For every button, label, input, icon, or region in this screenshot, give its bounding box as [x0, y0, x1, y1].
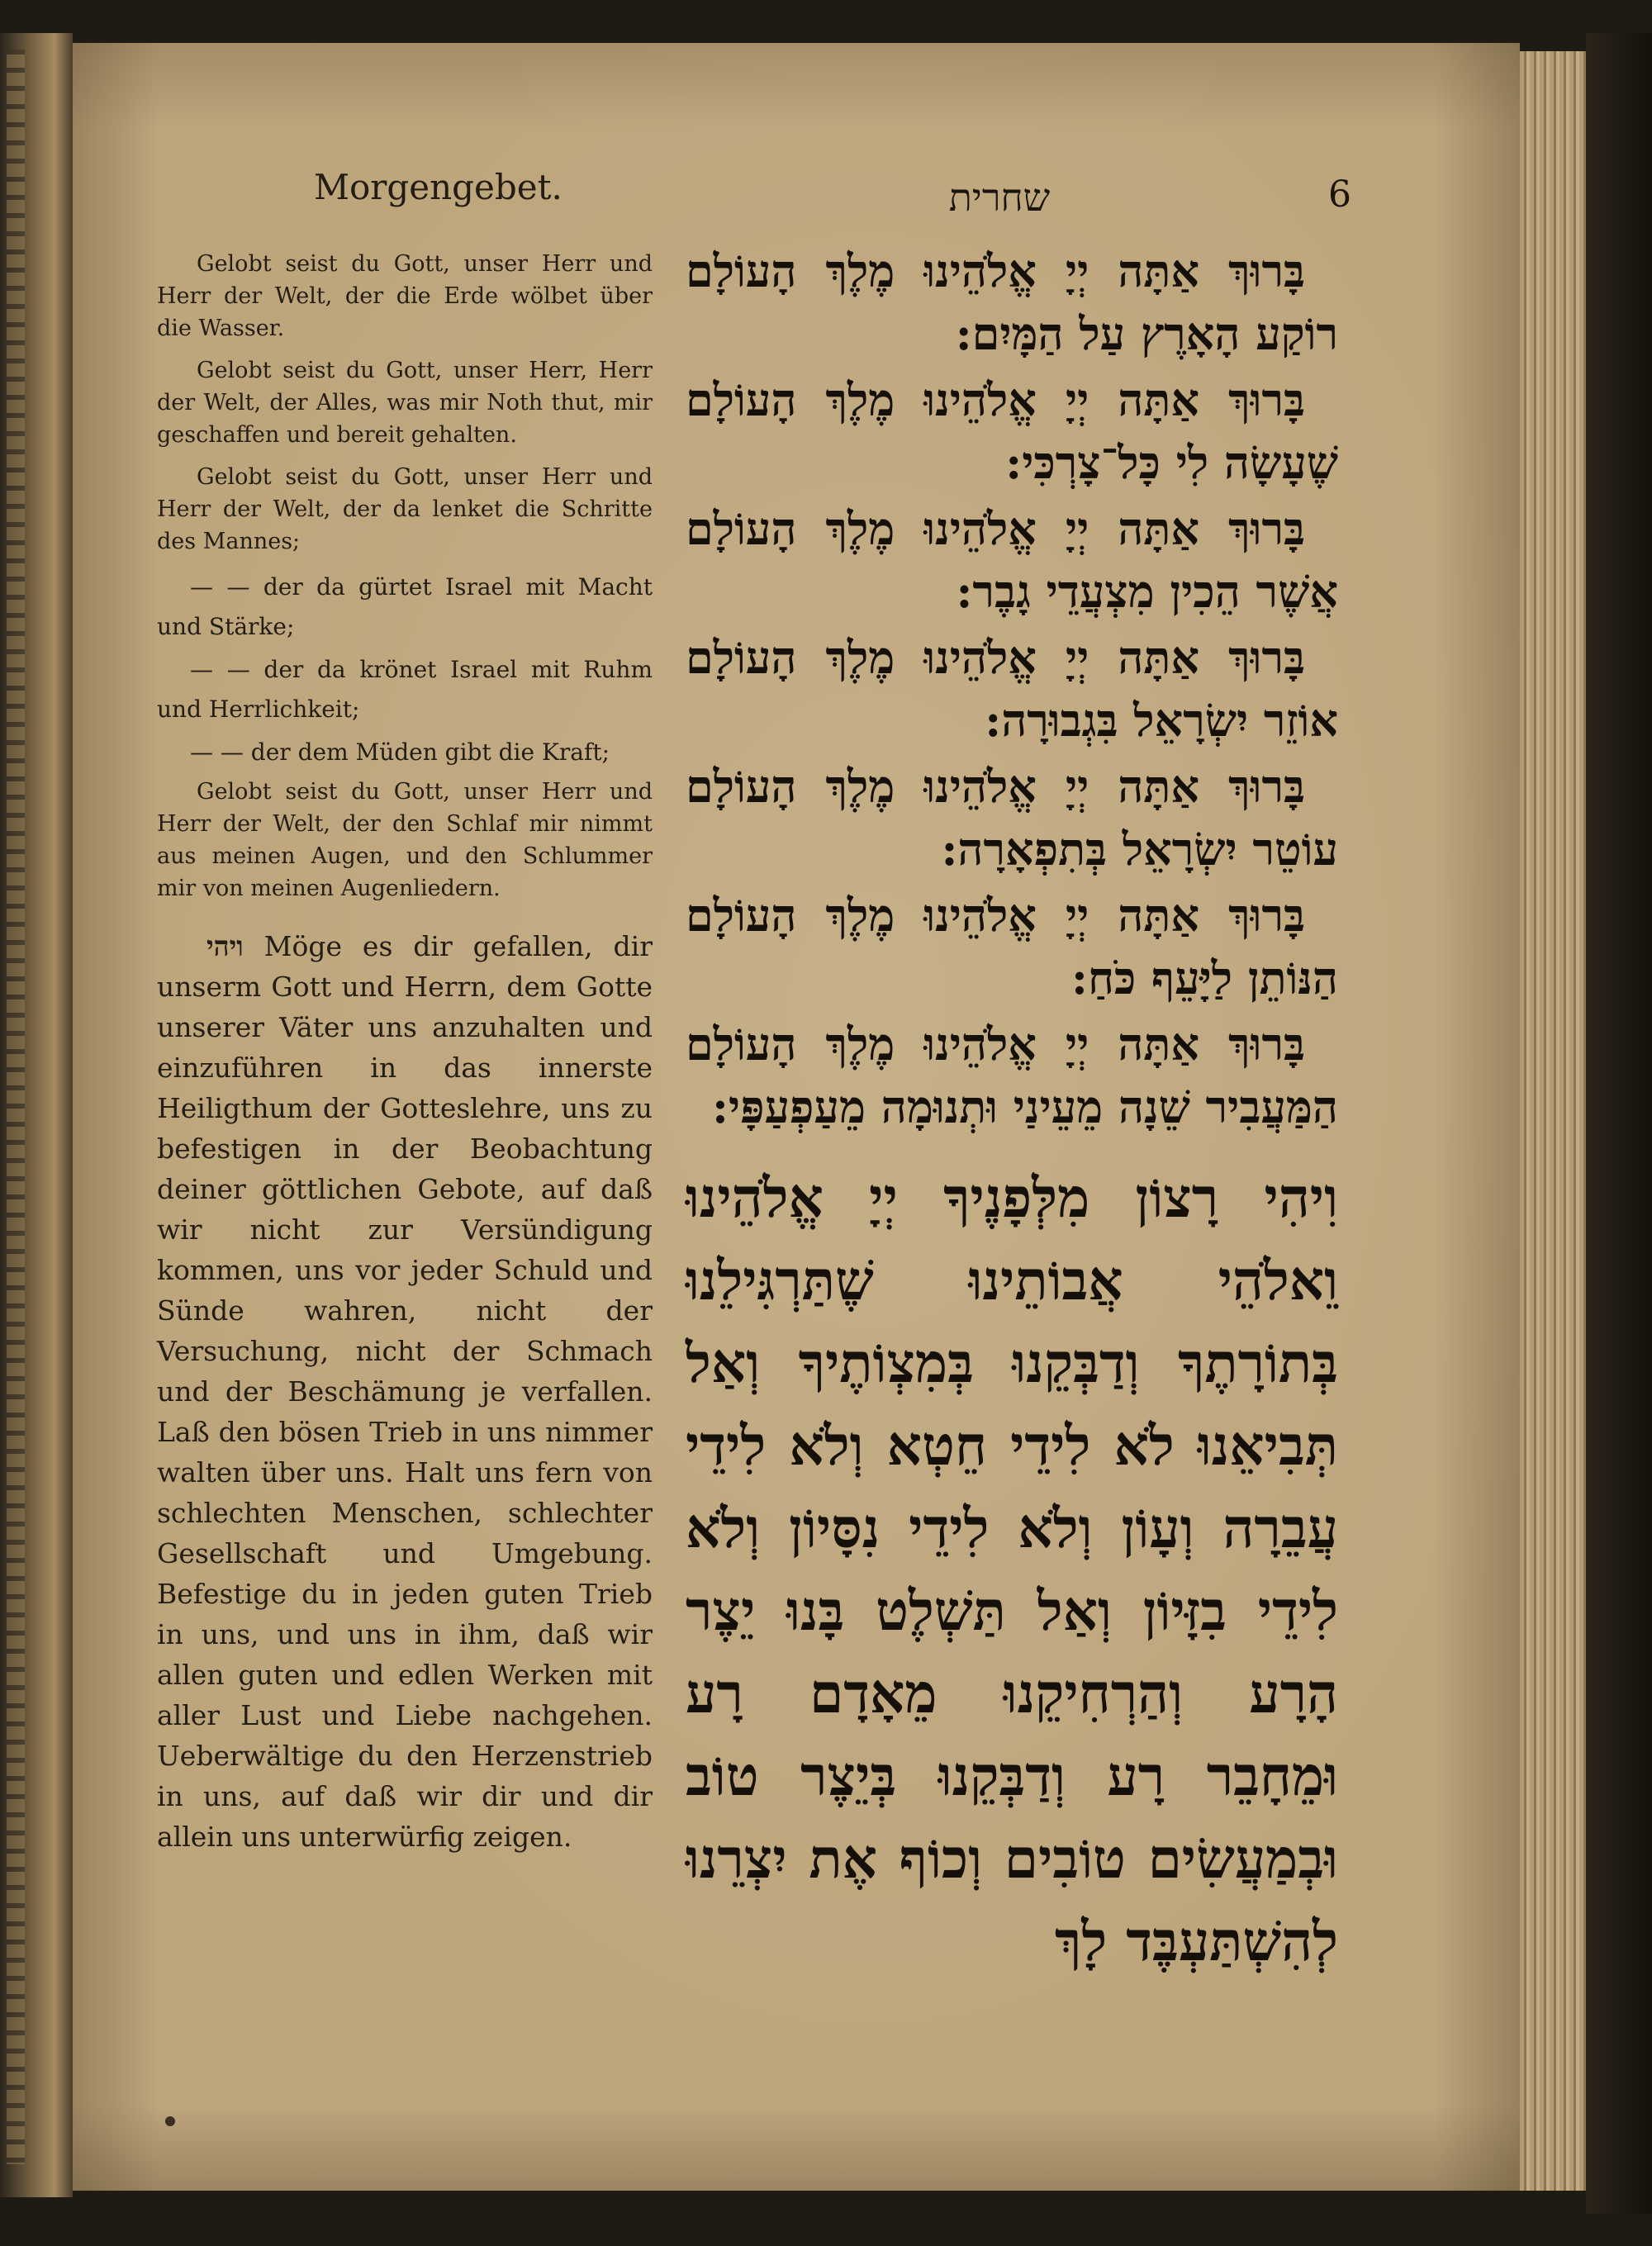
german-main-paragraph — [157, 926, 653, 1857]
hebrew-blessing: בָּרוּךְ אַתָּה יְיָ אֱלֹהֵינוּ מֶלֶךְ הָעוֹלָם הַמַּעֲבִיר שֵׁנָה מֵעֵינַי וּתְנוּמָה מֵעַפְעַפָּי: — [686, 1018, 1338, 1133]
hebrew-blessing: בָּרוּךְ אַתָּה יְיָ אֱלֹהֵינוּ מֶלֶךְ הָעוֹלָם הַנּוֹתֵן לַיָּעֵף כֹּחַ: — [686, 889, 1338, 1004]
ink-dot — [165, 2116, 175, 2126]
german-paragraph: Gelobt seist du Gott, unser Herr, Herr der Welt, der Alles, was mir Noth thut, mir geschaffen und bereit gehalten. — [157, 358, 653, 448]
page-stack-edge — [1520, 51, 1586, 2191]
hebrew-text-column — [686, 240, 1338, 1982]
running-head-german: Morgengebet. — [314, 167, 563, 207]
hebrew-blessing: בָּרוּךְ אַתָּה יְיָ אֱלֹהֵינוּ מֶלֶךְ הָעוֹלָם עוֹטֵר יִשְׂרָאֵל בְּתִפְאָרָה: — [686, 760, 1338, 876]
german-paragraph: Gelobt seist du Gott, unser Herr und Herr der Welt, der da lenket die Schritte des Mannes; — [157, 464, 653, 554]
german-paragraph: Gelobt seist du Gott, unser Herr und Herr der Welt, der den Schlaf mir nimmt aus meinen Augen, und den Schlummer mir von meinen Augenliedern. — [157, 779, 653, 901]
page-number: 6 — [1328, 173, 1351, 216]
german-paragraph: Gelobt seist du Gott, unser Herr und Herr der Welt, der die Erde wölbet über die Wasser. — [157, 251, 653, 341]
left-page-text-strip — [7, 50, 25, 2164]
german-paragraph: — — der da gürtet Israel mit Macht und Stärke; — [157, 573, 653, 640]
german-paragraph: — — der dem Müden gibt die Kraft; — [190, 738, 610, 766]
hebrew-marker: ויהי — [206, 930, 244, 962]
hebrew-blessing: בָּרוּךְ אַתָּה יְיָ אֱלֹהֵינוּ מֶלֶךְ הָעוֹלָם אוֹזֵר יִשְׂרָאֵל בִּגְבוּרָה: — [686, 631, 1338, 747]
hebrew-main-prayer: וִיהִי רָצוֹן מִלְּפָנֶיךָ יְיָ אֱלֹהֵינוּ וֵאלֹהֵי אֲבוֹתֵינוּ שֶׁתַּרְגִּילֵנוּ בְּתוֹרָתֶךָ וְדַבְּקֵנוּ בְּמִצְוֹתֶיךָ וְאַל תְּבִיאֵנוּ לֹא לִידֵי חֵטְא וְלֹא לִידֵי עֲבֵרָה וְעָוֹן וְלֹא לִידֵי נִסָּיוֹן וְלֹא לִידֵי בִזָּיוֹן וְאַל תַּשְׁלֶט בָּנוּ יֵצֶר הָרָע וְהַרְחִיקֵנוּ מֵאָדָם רָע וּמֵחָבֵר רָע וְדַבְּקֵנוּ בְּיֵצֶר טוֹב וּבְמַעֲשִׂים טוֹבִים וְכוֹף אֶת יִצְרֵנוּ לְהִשְׁתַּעְבֶּד לָךְ — [686, 1166, 1338, 1973]
german-translation-column — [157, 248, 653, 1857]
german-paragraph: — — der da krönet Israel mit Ruhm und Herrlichkeit; — [157, 656, 653, 723]
hebrew-blessing: בָּרוּךְ אַתָּה יְיָ אֱלֹהֵינוּ מֶלֶךְ הָעוֹלָם שֶׁעָשָׂה לִי כָּל־צָרְכִּי: — [686, 373, 1338, 489]
running-head-hebrew: שחרית — [948, 175, 1051, 220]
book-cover-edge — [1586, 33, 1652, 2214]
hebrew-blessing: בָּרוּךְ אַתָּה יְיָ אֱלֹהֵינוּ מֶלֶךְ הָעוֹלָם אֲשֶׁר הֵכִין מִצְעֲדֵי גָבֶר: — [686, 502, 1338, 618]
german-main-text: Möge es dir gefallen, dir unserm Gott und Herrn, dem Gotte unserer Väter uns anzuhalten und einzuführen in das innerste Heiligthum der Gotteslehre, uns zu befestigen in der Beobachtung deiner göttlichen Gebote, auf daß wir nicht zur Versündigung kommen, uns vor jeder Schuld und Sünde wahren, nicht der Versuchung, nicht der Schmach und der Beschämung je verfallen. Laß den bösen Trieb in uns nimmer walten über uns. Halt uns fern von schlechten Menschen, schlechter Gesellschaft und Umgebung. Befestige du in jeden guten Trieb in uns, und uns in ihm, daß wir allen guten und edlen Werken mit aller Lust und Liebe nachgehen. Ueberwältige du den Herzenstrieb in uns, auf daß wir dir und dir allein uns unterwürfig zeigen. — [157, 930, 653, 1853]
hebrew-blessing: בָּרוּךְ אַתָּה יְיָ אֱלֹהֵינוּ מֶלֶךְ הָעוֹלָם רוֹקַע הָאָרֶץ עַל הַמָּיִם: — [686, 245, 1338, 360]
